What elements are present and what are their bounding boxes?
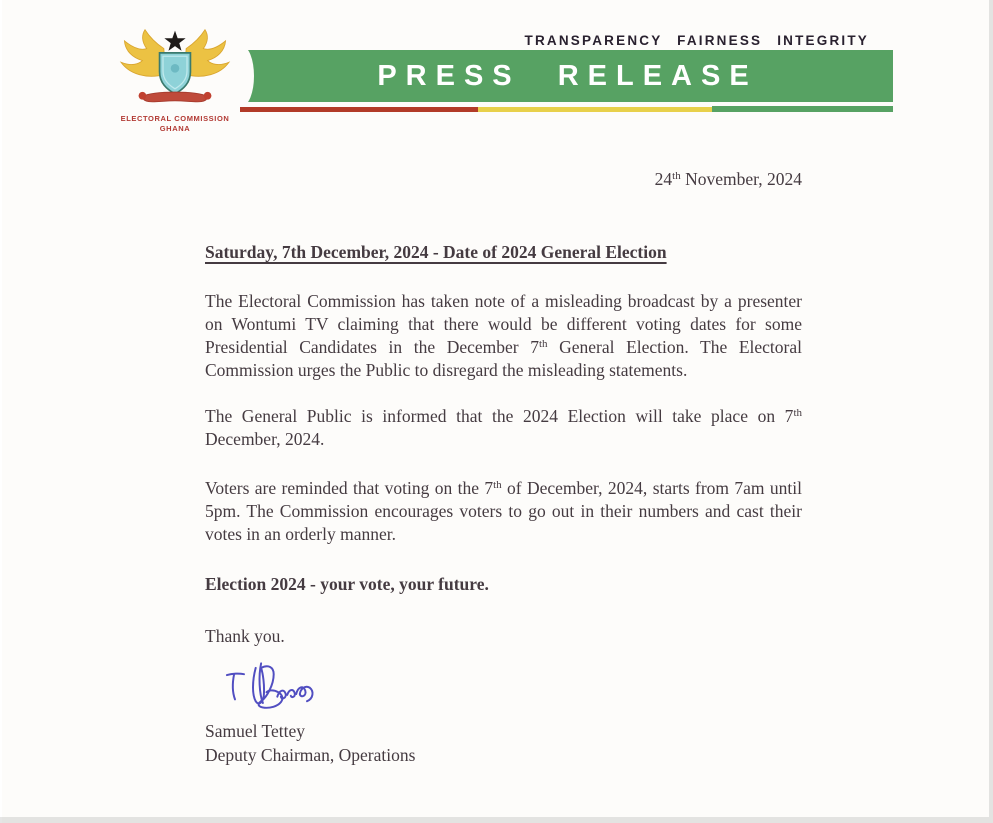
electoral-commission-logo (106, 28, 244, 134)
paragraph-2-ordinal: th (793, 407, 802, 419)
paragraph-2-text-cont: December, 2024. (205, 429, 325, 449)
handwritten-signature (221, 658, 802, 712)
date-line (205, 168, 802, 191)
logo-caption (106, 114, 244, 134)
banner-title: PRESS RELEASE (377, 60, 758, 92)
paragraph-1-text-cont: General Election. The Electoral Commission urges the Public to disregard the misleading statements. (205, 337, 802, 380)
paragraph-3-text: Voters are reminded that voting on the 7 (205, 478, 494, 498)
letter-heading: Saturday, 7th December, 2024 - Date of 2024 General Election (205, 242, 667, 262)
signature-ink-icon (221, 658, 321, 712)
paragraph-2 (205, 405, 802, 451)
paragraph-1 (205, 290, 802, 382)
signatory-title: Deputy Chairman, Operations (205, 745, 416, 765)
paragraph-3-ordinal: th (493, 479, 502, 491)
paragraph-1-ordinal: th (538, 338, 548, 350)
paragraph-2-text: The General Public is informed that the 2024 Election will take place on 7 (205, 406, 794, 426)
flag-stripe-red (240, 107, 478, 112)
ghana-coat-of-arms-icon (110, 28, 240, 112)
letter-body (205, 160, 802, 767)
motto-text: TRANSPARENCY FAIRNESS INTEGRITY (524, 33, 869, 48)
paragraph-3-text-cont: of December, 2024, starts from 7am until 5pm. The Commission encourages voters to go out in their numbers and cast their votes in an orderly manner. (205, 478, 802, 544)
date-day: 24 (654, 169, 673, 189)
paragraph-3 (205, 477, 802, 546)
signatory-name: Samuel Tettey (205, 721, 306, 741)
flag-stripe-yellow (478, 107, 712, 112)
logo-caption-line2: GHANA (159, 124, 191, 133)
date-rest: November, 2024 (680, 169, 802, 189)
election-slogan: Election 2024 - your vote, your future. (205, 574, 489, 594)
date-ordinal: th (672, 170, 681, 182)
logo-caption-line1: ELECTORAL COMMISSION (120, 114, 230, 123)
closing-thanks: Thank you. (205, 626, 285, 646)
black-star (164, 31, 185, 51)
flag-stripe-green (712, 106, 893, 112)
press-release-banner (242, 50, 893, 102)
paragraph-1-text: The Electoral Commission has taken note of a misleading broadcast by a presenter on Wontumi TV claiming that there would be different voting dates for some Presidential Candidates in the December 7 (205, 291, 802, 357)
